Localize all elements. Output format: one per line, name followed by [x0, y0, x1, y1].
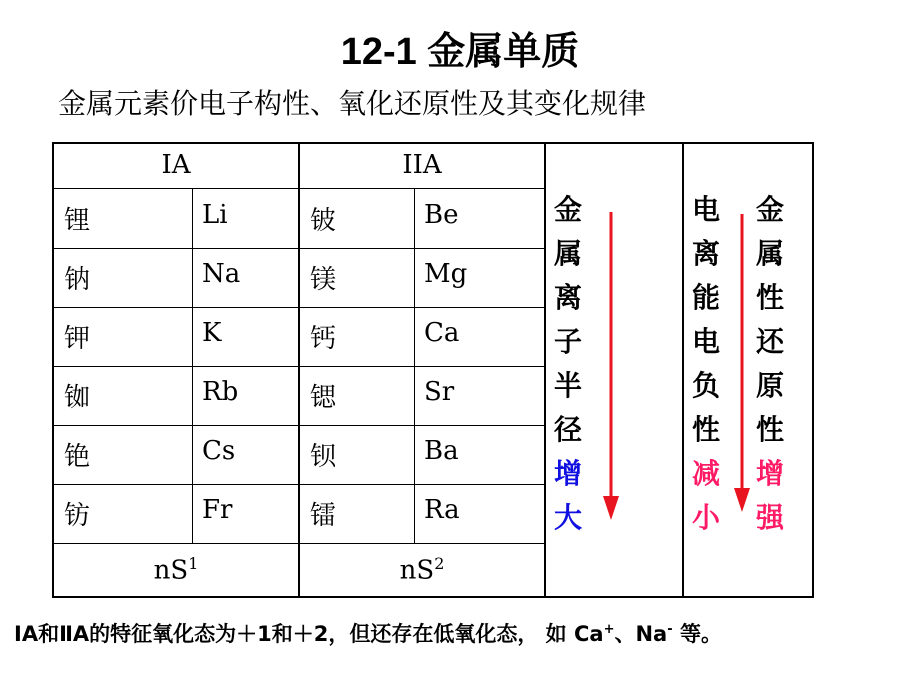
trend-ionization-text [686, 188, 726, 540]
row-line [52, 484, 544, 485]
config-iia-sup: 2 [434, 554, 445, 573]
trend-metallic-char: 金 [755, 193, 784, 226]
trend-radius-char: 子 [553, 325, 582, 358]
ia-element-name: 钫 [64, 501, 91, 531]
element-table [52, 142, 814, 598]
iia-element-name: 镭 [310, 501, 337, 531]
header-ia: IA [161, 150, 191, 180]
trend-radius-char: 半 [553, 369, 582, 402]
iia-element-symbol: Be [424, 200, 459, 230]
footer-end: 等。 [672, 622, 722, 646]
trend-metallic-char: 原 [755, 369, 784, 402]
radius-increase-arrow-icon [600, 212, 622, 522]
trend-ionization-char: 能 [691, 281, 720, 314]
subtitle: 金属元素价电子构性、氧化还原性及其变化规律 [58, 87, 647, 120]
trend-ionization-char: 小 [691, 501, 720, 534]
trend-ionization-char: 离 [691, 237, 720, 270]
ia-element-name: 钾 [64, 324, 91, 354]
ia-element-name: 铷 [64, 383, 91, 413]
divider-table-trends [544, 142, 546, 596]
iia-element-symbol: Ca [424, 318, 460, 348]
row-line [52, 188, 544, 189]
iia-element-name: 钡 [310, 442, 337, 472]
ia-element-symbol: Rb [202, 377, 239, 407]
trend-metallic-char: 属 [755, 237, 784, 270]
config-iia-base: nS [399, 555, 435, 586]
ia-element-symbol: K [202, 318, 222, 348]
page-title: 12-1 金属单质 [340, 31, 580, 73]
footer-note [14, 618, 722, 648]
trend-radius-char: 金 [553, 193, 582, 226]
header-iia: IIA [402, 150, 442, 180]
iia-element-name: 铍 [310, 206, 337, 236]
trend-ionization-char: 性 [691, 413, 720, 446]
footer-sep: 、Na [614, 622, 668, 646]
ia-element-name: 钠 [64, 265, 91, 295]
divider-trend-columns [682, 142, 684, 596]
ia-element-symbol: Li [202, 200, 228, 230]
trend-metallic-char: 增 [755, 457, 784, 490]
iia-element-name: 钙 [310, 324, 337, 354]
trend-radius-char: 大 [553, 501, 582, 534]
trend-metallic-char: 强 [755, 501, 784, 534]
ia-element-symbol: Cs [202, 436, 236, 466]
trend-ionization-char: 负 [691, 369, 720, 402]
trend-metallic-char: 还 [755, 325, 784, 358]
trend-ionization-char: 电 [691, 325, 720, 358]
trend-radius-char: 离 [553, 281, 582, 314]
trend-ionization-char: 电 [691, 193, 720, 226]
footer-ca-sup: + [603, 622, 615, 637]
ia-element-name: 锂 [64, 206, 91, 236]
ia-element-name: 铯 [64, 442, 91, 472]
trend-radius-char: 径 [553, 413, 582, 446]
trend-metallic-char: 性 [755, 281, 784, 314]
row-line [52, 307, 544, 308]
iia-element-name: 锶 [310, 383, 337, 413]
trend-radius-char: 增 [553, 457, 582, 490]
iia-element-symbol: Sr [424, 377, 455, 407]
divider-ia-iia [298, 142, 300, 596]
iia-element-name: 镁 [310, 265, 337, 295]
config-ia-base: nS [153, 555, 189, 586]
footer-na-sup: - [667, 622, 673, 637]
iia-element-symbol: Ba [424, 436, 459, 466]
trend-radius-char: 属 [553, 237, 582, 270]
iia-element-symbol: Ra [424, 495, 460, 525]
ia-element-symbol: Na [202, 259, 241, 289]
footer-main: ⅠA和ⅡA的特征氧化态为＋1和＋2，但还存在低氧化态， 如 Ca [14, 622, 604, 646]
ia-element-symbol: Fr [202, 495, 233, 525]
row-line [52, 425, 544, 426]
iia-element-symbol: Mg [424, 259, 468, 289]
row-line [52, 543, 544, 544]
trend-radius-text [548, 188, 588, 540]
row-line [52, 248, 544, 249]
trend-ionization-char: 减 [691, 457, 720, 490]
trend-metallic-char: 性 [755, 413, 784, 446]
ionization-decrease-arrow-icon [731, 214, 753, 514]
config-iia [300, 554, 544, 586]
config-ia-sup: 1 [188, 554, 199, 573]
trend-metallic-text [750, 188, 790, 540]
row-line [52, 366, 544, 367]
config-ia [54, 554, 298, 586]
